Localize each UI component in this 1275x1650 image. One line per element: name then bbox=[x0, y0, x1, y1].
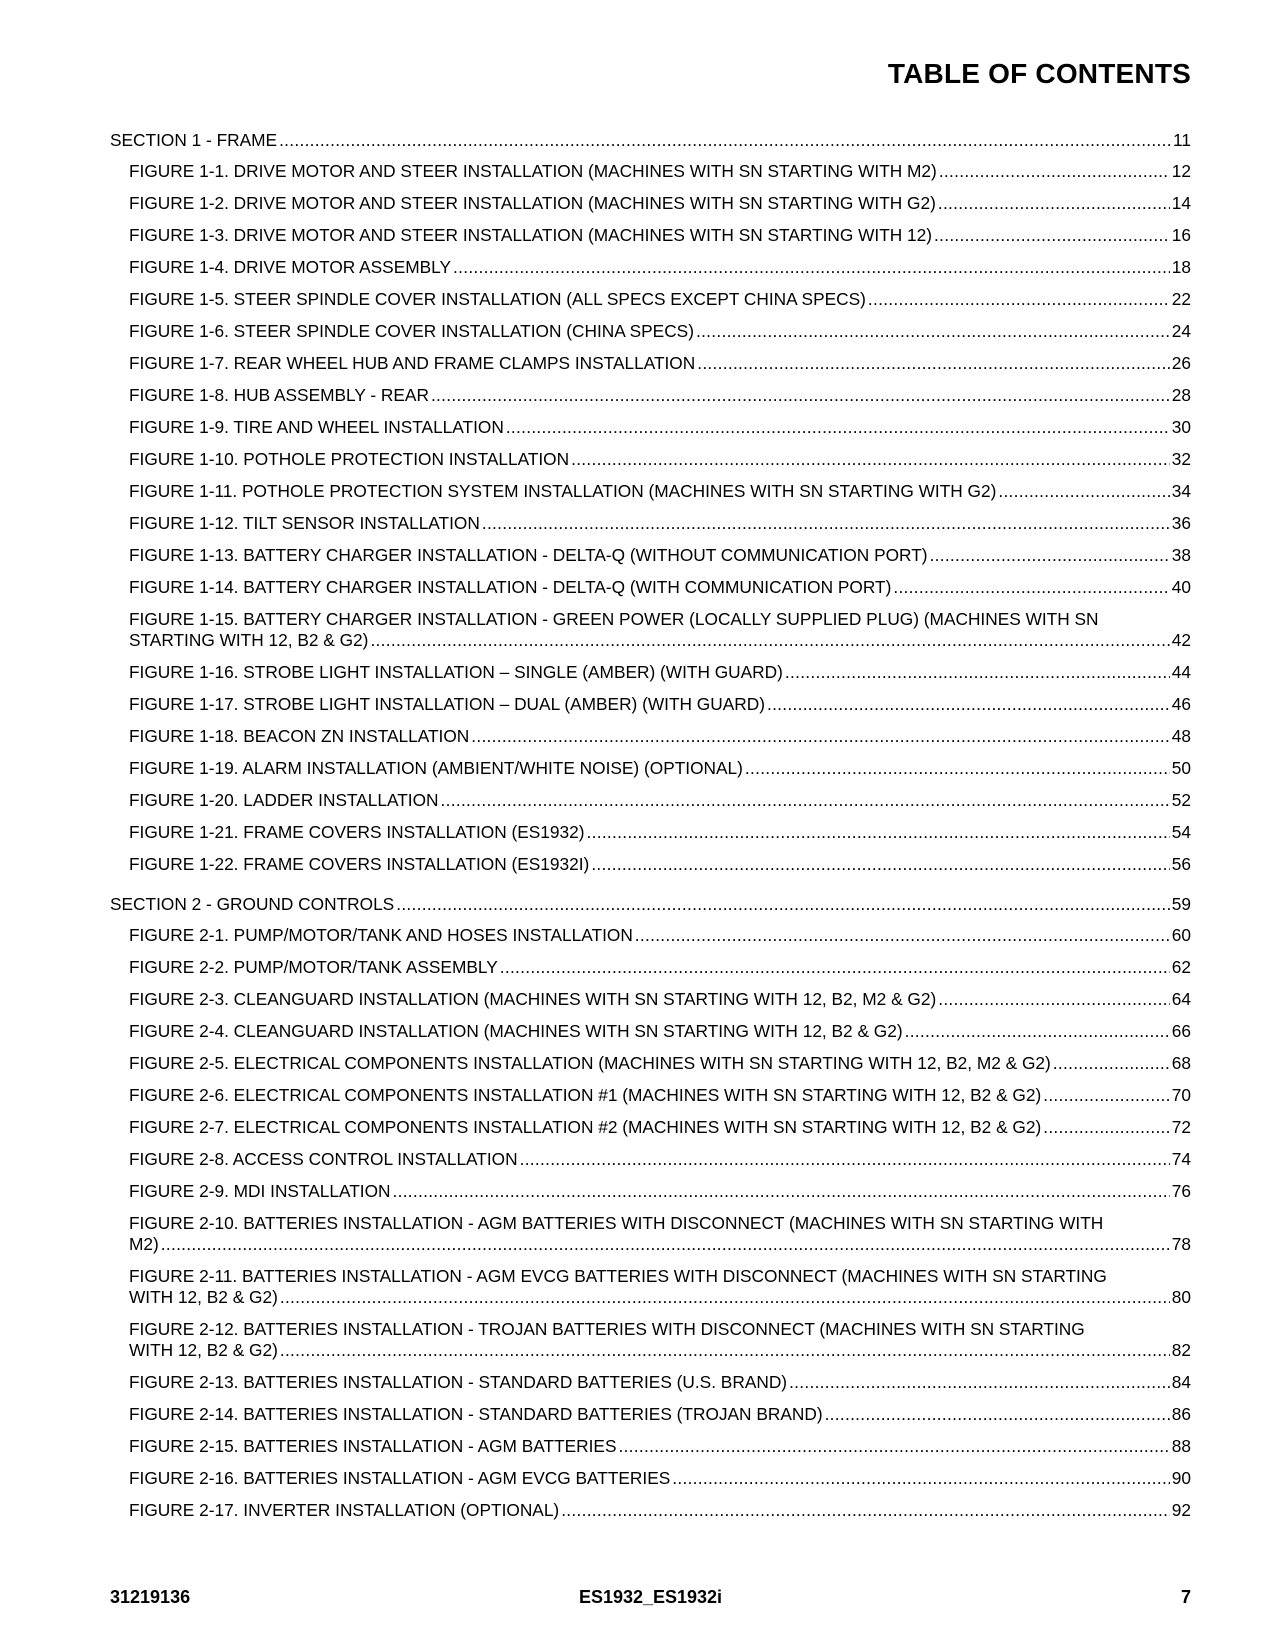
toc-entry-title: FIGURE 2-1. PUMP/MOTOR/TANK AND HOSES INSTALLATION bbox=[129, 925, 633, 945]
toc-entry-page-number: 32 bbox=[1171, 449, 1191, 469]
toc-entry-title: FIGURE 2-16. BATTERIES INSTALLATION - AGM EVCG BATTERIES bbox=[129, 1468, 671, 1488]
dot-leader bbox=[1043, 1117, 1170, 1138]
toc-entry-title: FIGURE 1-3. DRIVE MOTOR AND STEER INSTALLATION (MACHINES WITH SN STARTING WITH 12) bbox=[129, 225, 933, 245]
toc-entry-title: FIGURE 2-4. CLEANGUARD INSTALLATION (MACHINES WITH SN STARTING WITH 12, B2 & G2) bbox=[129, 1021, 903, 1041]
toc-entry-row bbox=[129, 694, 1191, 715]
toc-entry-title: FIGURE 1-6. STEER SPINDLE COVER INSTALLATION (CHINA SPECS) bbox=[129, 321, 694, 341]
toc-section-entry[interactable] bbox=[110, 130, 1191, 151]
toc-entry-page-number: 28 bbox=[1171, 385, 1191, 405]
dot-leader bbox=[934, 225, 1170, 246]
toc-figure-entry[interactable] bbox=[129, 989, 1191, 1010]
toc-figure-entry[interactable] bbox=[129, 758, 1191, 779]
toc-figure-entry[interactable] bbox=[129, 609, 1191, 651]
toc-entry-row bbox=[129, 854, 1191, 875]
toc-entry-page-number: 66 bbox=[1171, 1021, 1191, 1041]
toc-entry-title: FIGURE 1-12. TILT SENSOR INSTALLATION bbox=[129, 513, 480, 533]
toc-entry-row bbox=[129, 257, 1191, 278]
toc-entry-page-number: 56 bbox=[1171, 854, 1191, 874]
dot-leader bbox=[893, 577, 1169, 598]
toc-entry-title: SECTION 2 - GROUND CONTROLS bbox=[110, 894, 395, 914]
toc-figure-entry[interactable] bbox=[129, 822, 1191, 843]
toc-entry-title: FIGURE 1-19. ALARM INSTALLATION (AMBIENT/WHITE NOISE) (OPTIONAL) bbox=[129, 758, 743, 778]
toc-entry-row bbox=[129, 1468, 1191, 1489]
toc-figure-entry[interactable] bbox=[129, 225, 1191, 246]
toc-entry-title: FIGURE 1-11. POTHOLE PROTECTION SYSTEM INSTALLATION (MACHINES WITH SN STARTING WITH G2) bbox=[129, 481, 997, 501]
toc-entry-row bbox=[129, 1234, 1191, 1255]
toc-entry-row bbox=[129, 353, 1191, 374]
toc-entry-title: FIGURE 1-10. POTHOLE PROTECTION INSTALLATION bbox=[129, 449, 570, 469]
toc-entry-row bbox=[129, 1181, 1191, 1202]
dot-leader bbox=[672, 1468, 1170, 1489]
toc-entry-row bbox=[129, 1404, 1191, 1425]
toc-entry-row bbox=[129, 161, 1191, 182]
toc-figure-entry[interactable] bbox=[129, 353, 1191, 374]
toc-entry-row bbox=[129, 822, 1191, 843]
toc-entry-row bbox=[129, 417, 1191, 438]
dot-leader bbox=[500, 957, 1170, 978]
toc-entry-title-line: FIGURE 1-15. BATTERY CHARGER INSTALLATION - GREEN POWER (LOCALLY SUPPLIED PLUG) (MACHINES WITH SN bbox=[129, 609, 1099, 629]
toc-entry-title: FIGURE 2-6. ELECTRICAL COMPONENTS INSTALLATION #1 (MACHINES WITH SN STARTING WITH 12, B2 & G2) bbox=[129, 1085, 1042, 1105]
toc-entry-row bbox=[129, 957, 1191, 978]
toc-entry-page-number: 62 bbox=[1171, 957, 1191, 977]
toc-entry-page-number: 38 bbox=[1171, 545, 1191, 565]
dot-leader bbox=[1053, 1053, 1170, 1074]
toc-entry-page-number: 84 bbox=[1171, 1372, 1191, 1392]
toc-entry-page-number: 34 bbox=[1171, 481, 1191, 501]
toc-figure-entry[interactable] bbox=[129, 726, 1191, 747]
page-footer bbox=[110, 1587, 1191, 1611]
toc-entry-title: FIGURE 1-1. DRIVE MOTOR AND STEER INSTALLATION (MACHINES WITH SN STARTING WITH M2) bbox=[129, 161, 937, 181]
toc-entry-page-number: 52 bbox=[1171, 790, 1191, 810]
toc-entry-page-number: 26 bbox=[1171, 353, 1191, 373]
dot-leader bbox=[618, 1436, 1169, 1457]
toc-entry-page-number: 92 bbox=[1171, 1500, 1191, 1520]
toc-figure-entry[interactable] bbox=[129, 1213, 1191, 1255]
toc-entry-row bbox=[129, 1117, 1191, 1138]
dot-leader bbox=[561, 1500, 1170, 1521]
toc-entry-title: WITH 12, B2 & G2) bbox=[129, 1340, 278, 1360]
toc-entry-title-line: FIGURE 2-11. BATTERIES INSTALLATION - AGM EVCG BATTERIES WITH DISCONNECT (MACHINES WITH SN STARTING bbox=[129, 1266, 1107, 1286]
toc-entry-row bbox=[129, 1053, 1191, 1074]
toc-entry-page-number: 14 bbox=[1171, 193, 1191, 213]
toc-entry-page-number: 78 bbox=[1171, 1234, 1191, 1254]
toc-entry-title: FIGURE 1-9. TIRE AND WHEEL INSTALLATION bbox=[129, 417, 504, 437]
toc-entry-page-number: 76 bbox=[1171, 1181, 1191, 1201]
toc-entry-title: FIGURE 2-15. BATTERIES INSTALLATION - AGM BATTERIES bbox=[129, 1436, 617, 1456]
toc-entry-page-number: 48 bbox=[1171, 726, 1191, 746]
toc-entry-page-number: 44 bbox=[1171, 662, 1191, 682]
dot-leader bbox=[393, 1181, 1170, 1202]
toc-figure-entry[interactable] bbox=[129, 1468, 1191, 1489]
toc-entry-page-number: 18 bbox=[1171, 257, 1191, 277]
dot-leader bbox=[482, 513, 1170, 534]
dot-leader bbox=[280, 1340, 1170, 1361]
dot-leader bbox=[789, 1372, 1170, 1393]
dot-leader bbox=[905, 1021, 1170, 1042]
toc-entry-page-number: 80 bbox=[1171, 1287, 1191, 1307]
toc-entry-title: FIGURE 2-3. CLEANGUARD INSTALLATION (MACHINES WITH SN STARTING WITH 12, B2, M2 & G2) bbox=[129, 989, 937, 1009]
dot-leader bbox=[785, 662, 1170, 683]
dot-leader bbox=[635, 925, 1170, 946]
dot-leader bbox=[697, 353, 1170, 374]
toc-entry-title: FIGURE 1-16. STROBE LIGHT INSTALLATION – SINGLE (AMBER) (WITH GUARD) bbox=[129, 662, 783, 682]
toc-entry-title: FIGURE 1-7. REAR WHEEL HUB AND FRAME CLAMPS INSTALLATION bbox=[129, 353, 696, 373]
toc-figure-entry[interactable] bbox=[129, 193, 1191, 214]
toc-entry-title-line: FIGURE 2-10. BATTERIES INSTALLATION - AGM BATTERIES WITH DISCONNECT (MACHINES WITH SN STARTING WITH bbox=[129, 1213, 1104, 1233]
dot-leader bbox=[930, 545, 1170, 566]
page-number: 7 bbox=[1180, 1587, 1191, 1607]
toc-entry-page-number: 68 bbox=[1171, 1053, 1191, 1073]
toc-section-entry[interactable] bbox=[110, 894, 1191, 915]
toc-figure-entry[interactable] bbox=[129, 1117, 1191, 1138]
toc-entry-page-number: 60 bbox=[1171, 925, 1191, 945]
dot-leader bbox=[591, 854, 1169, 875]
dot-leader bbox=[396, 894, 1170, 915]
toc-figure-entry[interactable] bbox=[129, 1436, 1191, 1457]
toc-entry-title: FIGURE 2-9. MDI INSTALLATION bbox=[129, 1181, 391, 1201]
toc-entry-title: STARTING WITH 12, B2 & G2) bbox=[129, 630, 369, 650]
toc-entry-title: FIGURE 1-18. BEACON ZN INSTALLATION bbox=[129, 726, 470, 746]
toc-figure-entry[interactable] bbox=[129, 1021, 1191, 1042]
toc-entry-title: FIGURE 1-13. BATTERY CHARGER INSTALLATION - DELTA-Q (WITHOUT COMMUNICATION PORT) bbox=[129, 545, 928, 565]
toc-entry-page-number: 36 bbox=[1171, 513, 1191, 533]
dot-leader bbox=[939, 161, 1170, 182]
toc-figure-entry[interactable] bbox=[129, 1319, 1191, 1361]
dot-leader bbox=[506, 417, 1170, 438]
toc-entry-page-number: 86 bbox=[1171, 1404, 1191, 1424]
toc-figure-entry[interactable] bbox=[129, 1053, 1191, 1074]
toc-entry-row bbox=[129, 289, 1191, 310]
toc-entry-title: FIGURE 2-5. ELECTRICAL COMPONENTS INSTALLATION (MACHINES WITH SN STARTING WITH 12, B2, M2 & G2) bbox=[129, 1053, 1051, 1073]
toc-figure-entry[interactable] bbox=[129, 1404, 1191, 1425]
toc-entry-row bbox=[129, 790, 1191, 811]
toc-entry-row bbox=[129, 1436, 1191, 1457]
toc-entry-row bbox=[129, 630, 1191, 651]
toc-entry-row bbox=[129, 481, 1191, 502]
toc-figure-entry[interactable] bbox=[129, 321, 1191, 342]
toc-entry-row bbox=[129, 989, 1191, 1010]
toc-entry-page-number: 88 bbox=[1171, 1436, 1191, 1456]
page-title: TABLE OF CONTENTS bbox=[887, 58, 1191, 89]
toc-figure-entry[interactable] bbox=[129, 417, 1191, 438]
table-of-contents bbox=[110, 130, 1191, 1532]
toc-entry-page-number: 12 bbox=[1171, 161, 1191, 181]
toc-figure-entry[interactable] bbox=[129, 577, 1191, 598]
dot-leader bbox=[280, 1287, 1170, 1308]
toc-entry-title: FIGURE 1-22. FRAME COVERS INSTALLATION (ES1932I) bbox=[129, 854, 590, 874]
toc-entry-page-number: 42 bbox=[1171, 630, 1191, 650]
dot-leader bbox=[161, 1234, 1170, 1255]
dot-leader bbox=[825, 1404, 1170, 1425]
toc-entry-page-number: 82 bbox=[1171, 1340, 1191, 1360]
toc-entry-row bbox=[129, 758, 1191, 779]
dot-leader bbox=[441, 790, 1170, 811]
document-number: 31219136 bbox=[110, 1587, 191, 1607]
toc-figure-entry[interactable] bbox=[129, 1085, 1191, 1106]
toc-entry-row bbox=[110, 894, 1191, 915]
toc-entry-title: FIGURE 1-20. LADDER INSTALLATION bbox=[129, 790, 439, 810]
toc-figure-entry[interactable] bbox=[129, 257, 1191, 278]
toc-entry-title-line: FIGURE 2-12. BATTERIES INSTALLATION - TROJAN BATTERIES WITH DISCONNECT (MACHINES WITH SN STARTING bbox=[129, 1319, 1085, 1339]
dot-leader bbox=[520, 1149, 1170, 1170]
dot-leader bbox=[1043, 1085, 1170, 1106]
toc-figure-entry[interactable] bbox=[129, 694, 1191, 715]
toc-entry-title: FIGURE 1-14. BATTERY CHARGER INSTALLATION - DELTA-Q (WITH COMMUNICATION PORT) bbox=[129, 577, 892, 597]
toc-entry-page-number: 59 bbox=[1171, 894, 1191, 914]
toc-entry-row bbox=[129, 1021, 1191, 1042]
toc-entry-row bbox=[129, 225, 1191, 246]
toc-entry-page-number: 64 bbox=[1171, 989, 1191, 1009]
toc-entry-row bbox=[129, 321, 1191, 342]
toc-figure-entry[interactable] bbox=[129, 513, 1191, 534]
toc-entry-page-number: 30 bbox=[1171, 417, 1191, 437]
toc-entry-title: FIGURE 1-4. DRIVE MOTOR ASSEMBLY bbox=[129, 257, 452, 277]
toc-entry-row bbox=[129, 1085, 1191, 1106]
toc-entry-page-number: 46 bbox=[1171, 694, 1191, 714]
toc-entry-row bbox=[129, 513, 1191, 534]
dot-leader bbox=[767, 694, 1170, 715]
toc-entry-row bbox=[129, 1500, 1191, 1521]
toc-entry-page-number: 54 bbox=[1171, 822, 1191, 842]
toc-figure-entry[interactable] bbox=[129, 1372, 1191, 1393]
toc-entry-title: SECTION 1 - FRAME bbox=[110, 130, 278, 150]
toc-entry-row bbox=[129, 1287, 1191, 1308]
toc-entry-page-number: 11 bbox=[1173, 130, 1191, 150]
toc-entry-title: FIGURE 1-8. HUB ASSEMBLY - REAR bbox=[129, 385, 429, 405]
dot-leader bbox=[745, 758, 1170, 779]
toc-entry-title: FIGURE 1-17. STROBE LIGHT INSTALLATION – DUAL (AMBER) (WITH GUARD) bbox=[129, 694, 765, 714]
toc-entry-row bbox=[129, 726, 1191, 747]
dot-leader bbox=[453, 257, 1170, 278]
toc-figure-entry[interactable] bbox=[129, 1266, 1191, 1308]
toc-entry-page-number: 70 bbox=[1171, 1085, 1191, 1105]
toc-entry-title: FIGURE 2-8. ACCESS CONTROL INSTALLATION bbox=[129, 1149, 518, 1169]
toc-entry-title: FIGURE 2-13. BATTERIES INSTALLATION - STANDARD BATTERIES (U.S. BRAND) bbox=[129, 1372, 788, 1392]
dot-leader bbox=[279, 130, 1171, 151]
toc-figure-entry[interactable] bbox=[129, 854, 1191, 875]
toc-entry-title: FIGURE 1-2. DRIVE MOTOR AND STEER INSTALLATION (MACHINES WITH SN STARTING WITH G2) bbox=[129, 193, 936, 213]
toc-entry-page-number: 90 bbox=[1171, 1468, 1191, 1488]
dot-leader bbox=[696, 321, 1170, 342]
toc-figure-entry[interactable] bbox=[129, 545, 1191, 566]
toc-entry-page-number: 50 bbox=[1171, 758, 1191, 778]
toc-entry-title: M2) bbox=[129, 1234, 159, 1254]
toc-figure-entry[interactable] bbox=[129, 662, 1191, 683]
toc-entry-row bbox=[129, 385, 1191, 406]
toc-figure-entry[interactable] bbox=[129, 385, 1191, 406]
toc-entry-row bbox=[129, 662, 1191, 683]
toc-entry-page-number: 22 bbox=[1171, 289, 1191, 309]
toc-entry-title: FIGURE 2-7. ELECTRICAL COMPONENTS INSTALLATION #2 (MACHINES WITH SN STARTING WITH 12, B2 & G2) bbox=[129, 1117, 1042, 1137]
toc-figure-entry[interactable] bbox=[129, 449, 1191, 470]
toc-entry-title: FIGURE 2-2. PUMP/MOTOR/TANK ASSEMBLY bbox=[129, 957, 498, 977]
toc-figure-entry[interactable] bbox=[129, 1181, 1191, 1202]
toc-entry-title: FIGURE 1-5. STEER SPINDLE COVER INSTALLATION (ALL SPECS EXCEPT CHINA SPECS) bbox=[129, 289, 866, 309]
toc-entry-page-number: 40 bbox=[1171, 577, 1191, 597]
toc-figure-entry[interactable] bbox=[129, 289, 1191, 310]
toc-entry-row bbox=[110, 130, 1191, 151]
dot-leader bbox=[938, 989, 1170, 1010]
toc-entry-page-number: 72 bbox=[1171, 1117, 1191, 1137]
toc-entry-row bbox=[129, 449, 1191, 470]
toc-entry-title: FIGURE 2-14. BATTERIES INSTALLATION - STANDARD BATTERIES (TROJAN BRAND) bbox=[129, 1404, 823, 1424]
dot-leader bbox=[587, 822, 1170, 843]
toc-entry-row bbox=[129, 545, 1191, 566]
toc-figure-entry[interactable] bbox=[129, 925, 1191, 946]
toc-figure-entry[interactable] bbox=[129, 161, 1191, 182]
toc-entry-row bbox=[129, 193, 1191, 214]
dot-leader bbox=[431, 385, 1170, 406]
dot-leader bbox=[938, 193, 1170, 214]
dot-leader bbox=[471, 726, 1170, 747]
toc-entry-row bbox=[129, 1372, 1191, 1393]
toc-entry-page-number: 16 bbox=[1171, 225, 1191, 245]
toc-entry-row bbox=[129, 1149, 1191, 1170]
toc-figure-entry[interactable] bbox=[129, 1500, 1191, 1521]
dot-leader bbox=[571, 449, 1170, 470]
toc-entry-row bbox=[129, 925, 1191, 946]
toc-figure-entry[interactable] bbox=[129, 790, 1191, 811]
toc-entry-title: FIGURE 1-21. FRAME COVERS INSTALLATION (ES1932) bbox=[129, 822, 585, 842]
toc-figure-entry[interactable] bbox=[129, 1149, 1191, 1170]
toc-entry-row bbox=[129, 1340, 1191, 1361]
toc-entry-page-number: 24 bbox=[1171, 321, 1191, 341]
model-name: ES1932_ES1932i bbox=[578, 1587, 723, 1607]
toc-entry-title: WITH 12, B2 & G2) bbox=[129, 1287, 278, 1307]
toc-figure-entry[interactable] bbox=[129, 957, 1191, 978]
toc-entry-title: FIGURE 2-17. INVERTER INSTALLATION (OPTIONAL) bbox=[129, 1500, 560, 1520]
dot-leader bbox=[370, 630, 1169, 651]
toc-figure-entry[interactable] bbox=[129, 481, 1191, 502]
dot-leader bbox=[998, 481, 1169, 502]
dot-leader bbox=[868, 289, 1170, 310]
toc-entry-page-number: 74 bbox=[1171, 1149, 1191, 1169]
toc-entry-row bbox=[129, 577, 1191, 598]
